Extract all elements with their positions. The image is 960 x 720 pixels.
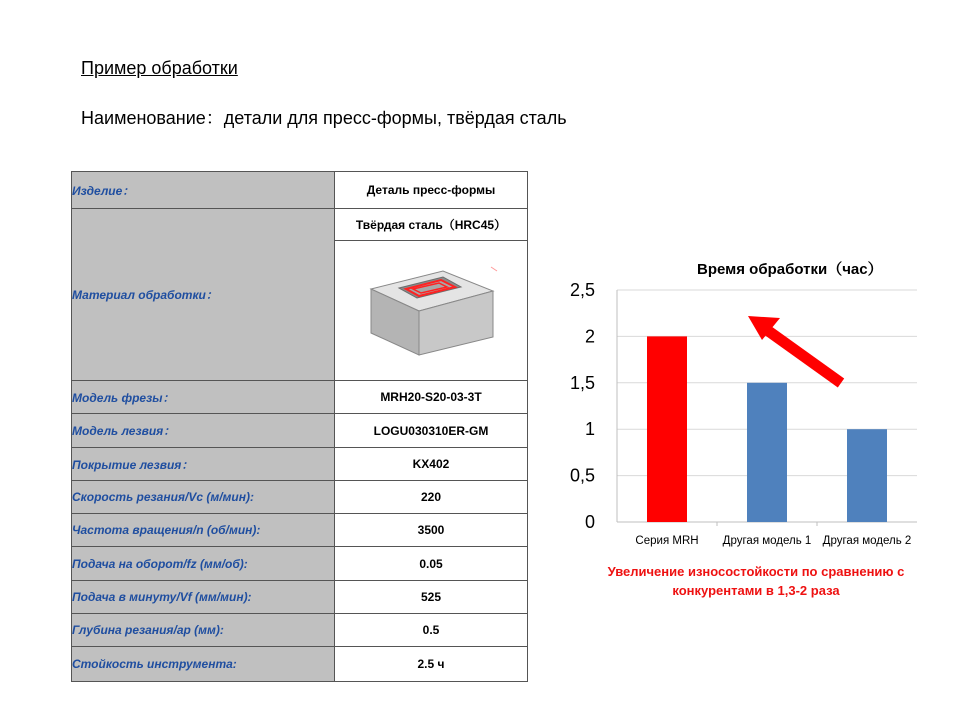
table-row [72,414,528,448]
row-value: KX402 [335,448,528,481]
y-tick-label: 2 [584,326,595,347]
page-title: Пример обработки [81,58,238,78]
material-image-cell [335,241,528,381]
row-value: 525 [335,581,528,614]
row-value: Твёрдая сталь（HRC45） [335,209,528,241]
row-label: Материал обработки： [72,209,335,381]
table-row [72,481,528,514]
row-value: MRH20-S20-03-3T [335,381,528,414]
y-tick-label: 0,5 [569,465,595,486]
row-value: 220 [335,481,528,514]
table-row [72,614,528,647]
table-row [72,647,528,682]
table-row [72,581,528,614]
y-tick-label: 1 [584,419,595,440]
table-row [72,547,528,581]
row-value: 0.05 [335,547,528,581]
row-label: Подача в минуту/Vf (мм/мин): [72,581,335,614]
bar [747,383,787,522]
row-label: Глубина резания/ap (мм): [72,614,335,647]
arrow-shaft [767,330,841,383]
y-tick-label: 2,5 [569,280,595,300]
row-label: Частота вращения/n (об/мин): [72,514,335,547]
row-value: 0.5 [335,614,528,647]
row-value: Деталь пресс-формы [335,172,528,209]
page-subtitle: Наименование：детали для пресс-формы, твёрдая сталь [81,108,567,128]
bar [847,429,887,522]
table-row [72,209,528,241]
chart-title: Время обработки（час） [697,261,883,278]
row-label: Подача на оборот/fz (мм/об): [72,547,335,581]
row-label: Покрытие лезвия： [72,448,335,481]
row-value: 3500 [335,514,528,547]
y-tick-label: 0 [584,512,595,532]
row-label: Модель лезвия： [72,414,335,448]
chart-annotation: Увеличение износостойкости по сравнению с конкурентами в 1,3-2 раза [607,564,905,598]
params-table [71,171,528,682]
table-row [72,448,528,481]
table-row [72,381,528,414]
x-tick-label: Другая модель 2 [822,535,912,547]
table-row [72,172,528,209]
x-tick-label: Другая модель 1 [722,535,812,547]
row-value: 2.5 ч [335,647,528,682]
row-label: Скорость резания/Vc (м/мин): [72,481,335,514]
processing-time-chart [555,270,935,555]
bar [647,336,687,522]
row-label: Стойкость инструмента: [72,647,335,682]
row-label: Модель фрезы： [72,381,335,414]
y-tick-label: 1,5 [569,372,595,393]
row-value: LOGU030310ER-GM [335,414,528,448]
mold-part-image [361,261,501,361]
x-tick-label: Серия MRH [635,535,699,547]
table-row [72,514,528,547]
row-label: Изделие： [72,172,335,209]
